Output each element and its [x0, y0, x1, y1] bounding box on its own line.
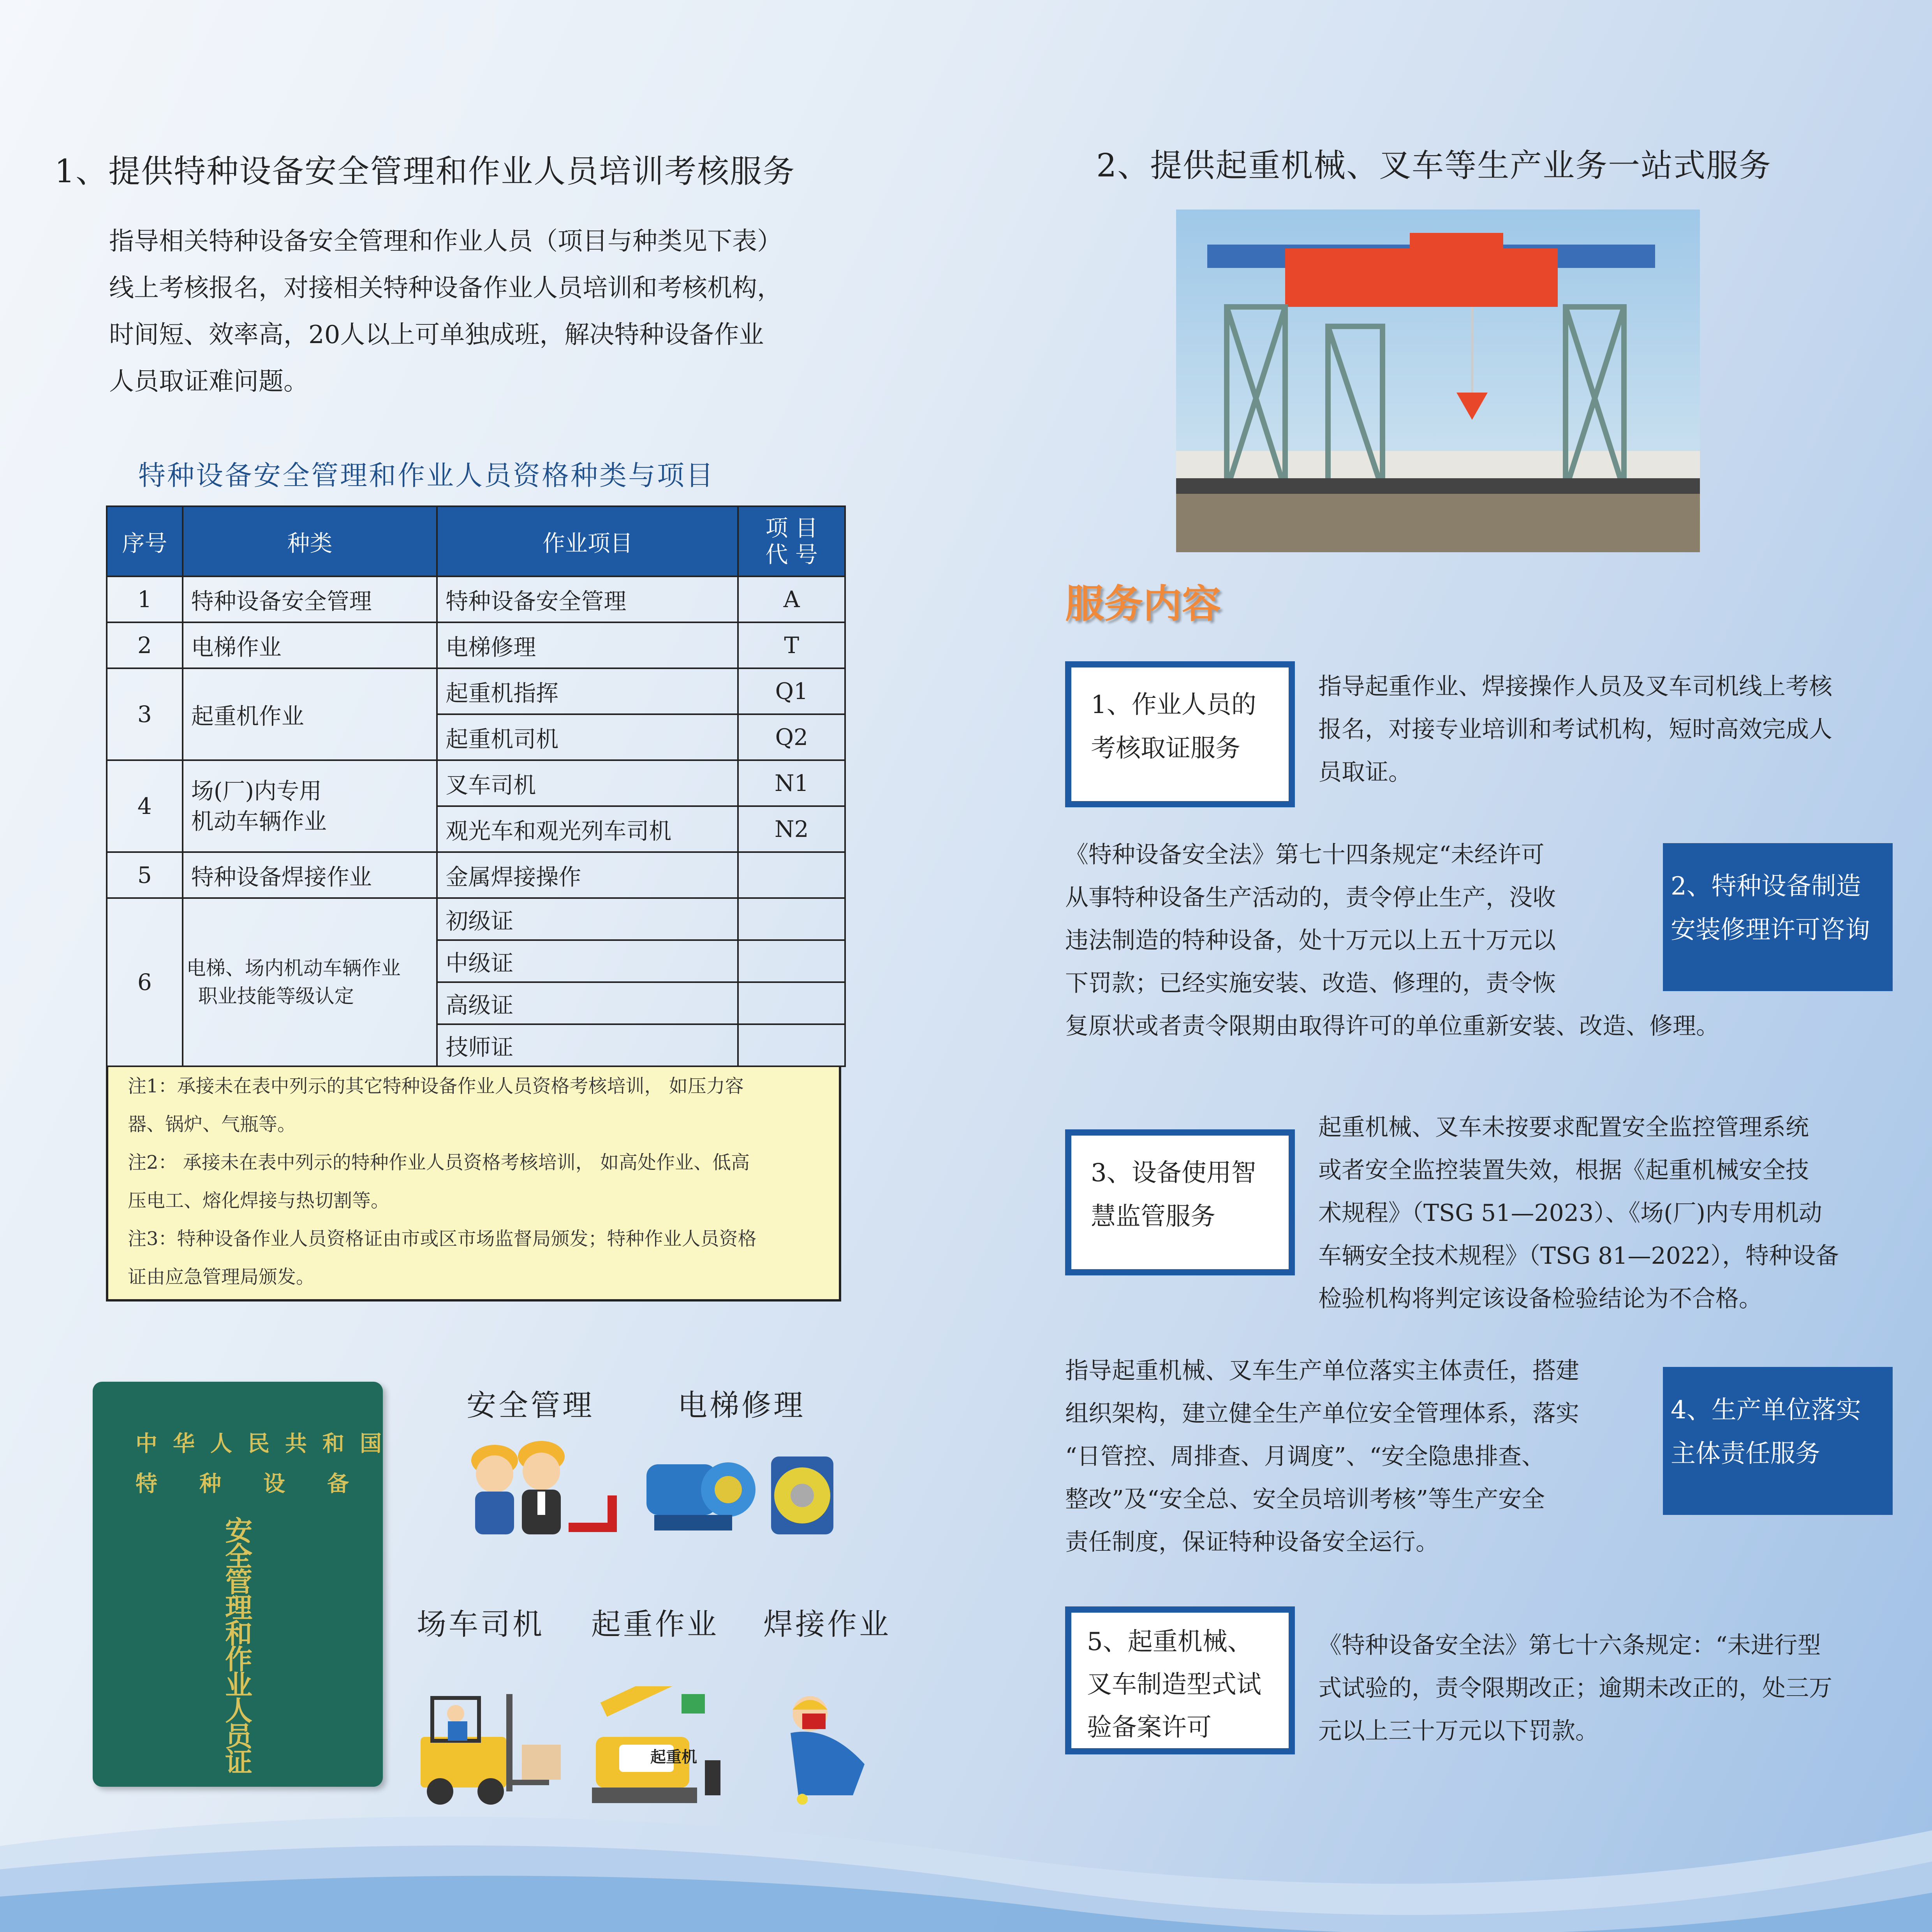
label-safety-management: 安全管理: [467, 1388, 594, 1423]
service-4-line: 指导起重机械、叉车生产单位落实主体责任，搭建: [1065, 1357, 1579, 1384]
table-row: [107, 852, 845, 898]
cell-item: 金属焊接操作: [437, 852, 738, 898]
intro-line: 时间短、效率高，20人以上可单独成班，解决特种设备作业: [109, 321, 764, 349]
service-5-line: 《特种设备安全法》第七十六条规定：“未进行型: [1318, 1632, 1821, 1659]
cell-code: N1: [738, 760, 845, 806]
service-4-line: 责任制度，保证特种设备安全运行。: [1065, 1529, 1439, 1556]
service-5-text: [1318, 1624, 1914, 1752]
cell-code: A: [738, 576, 845, 622]
service-1-line: 报名，对接专业培训和考试机构，短时高效完成人: [1318, 716, 1832, 743]
service-1-box-line: 考核取证服务: [1091, 734, 1240, 763]
intro-paragraph: [109, 218, 868, 405]
cell-code: [738, 982, 845, 1024]
bottom-wave-decoration: [0, 1768, 1932, 1932]
right-heading: 2、提供起重机械、叉车等生产业务一站式服务: [1096, 147, 1772, 184]
cell-kind: 起重机作业: [183, 668, 437, 760]
service-5-box-line: 5、起重机械、: [1087, 1627, 1252, 1656]
intro-line: 指导相关特种设备安全管理和作业人员（项目与种类见下表）: [109, 227, 782, 256]
cell-item: 初级证: [437, 898, 738, 940]
intro-line: 人员取证难问题。: [109, 367, 308, 396]
cell-item: 叉车司机: [437, 760, 738, 806]
service-3-box-line: 慧监管服务: [1091, 1202, 1215, 1231]
certificate-vertical-title: 安全管理和作业人员证: [225, 1515, 252, 1778]
header-code-line: 代 号: [765, 541, 818, 568]
service-2-line: 复原状或者责令限期由取得许可的单位重新安装、改造、修理。: [1065, 1013, 1719, 1040]
cell-no: 2: [107, 622, 183, 668]
service-2-box-line: 2、特种设备制造: [1671, 872, 1861, 901]
service-2-line: 从事特种设备生产活动的，责令停止生产，没收: [1065, 884, 1556, 911]
certificate-line1: 中华人民共和国: [136, 1431, 397, 1456]
service-4-line: 整改”及“安全总、安全员培训考核”等生产安全: [1065, 1486, 1545, 1513]
cell-item: 高级证: [437, 982, 738, 1024]
service-3-text: [1318, 1106, 1910, 1320]
note-line: 注2： 承接未在表中列示的特种作业人员资格考核培训， 如高处作业、低高: [128, 1152, 750, 1173]
service-4-text: [1065, 1349, 1673, 1564]
cell-kind: 特种设备安全管理: [183, 576, 437, 622]
note-line: 压电工、熔化焊接与热切割等。: [128, 1190, 390, 1212]
elevator-motor-icon: [639, 1441, 841, 1550]
table-title: 特种设备安全管理和作业人员资格种类与项目: [138, 460, 715, 491]
table-row: [107, 622, 845, 668]
cell-item: 观光车和观光列车司机: [437, 806, 738, 852]
label-elevator-repair: 电梯修理: [678, 1388, 805, 1423]
cell-no: 3: [107, 668, 183, 760]
cell-code: T: [738, 622, 845, 668]
certificate-line2: 特种设备: [136, 1471, 391, 1497]
service-3-line: 术规程》（TSG 51—2023）、《场(厂)内专用机动: [1318, 1199, 1822, 1227]
label-crane-operation: 起重作业: [591, 1607, 719, 1641]
table-row: [107, 668, 845, 714]
table-notes: [106, 1067, 841, 1302]
service-1-line: 指导起重作业、焊接操作人员及叉车司机线上考核: [1318, 673, 1832, 700]
cell-code: Q1: [738, 668, 845, 714]
cell-kind: 特种设备焊接作业: [183, 852, 437, 898]
cell-item: 电梯修理: [437, 622, 738, 668]
cell-no: 4: [107, 760, 183, 852]
service-4-line: 组织架构，建立健全生产单位安全管理体系，落实: [1065, 1400, 1579, 1427]
service-4-box-line: 主体责任服务: [1671, 1439, 1820, 1468]
service-1-text: [1318, 665, 1902, 794]
gantry-crane-photo: [1176, 210, 1700, 552]
table-row: [107, 576, 845, 622]
header-no: 序号: [107, 506, 183, 576]
cell-no: 1: [107, 576, 183, 622]
cell-code: [738, 940, 845, 982]
cell-item: 起重机司机: [437, 714, 738, 760]
service-2-line: 《特种设备安全法》第七十四条规定“未经许可: [1065, 841, 1545, 868]
service-2-box-line: 安装修理许可咨询: [1671, 916, 1870, 944]
cell-kind: [183, 898, 437, 1066]
cell-item: 特种设备安全管理: [437, 576, 738, 622]
service-2-box: [1663, 843, 1893, 991]
cell-kind-line: 场(厂)内专用: [191, 778, 322, 804]
label-welding-operation: 焊接作业: [763, 1607, 891, 1641]
cell-code: [738, 898, 845, 940]
service-3-line: 检验机构将判定该设备检验结论为不合格。: [1318, 1285, 1762, 1312]
header-code: [738, 506, 845, 576]
intro-line: 线上考核报名，对接相关特种设备作业人员培训和考核机构，: [109, 274, 782, 303]
service-1-box-line: 1、作业人员的: [1091, 690, 1256, 719]
cell-kind-line: 职业技能等级认定: [198, 985, 354, 1007]
cell-item: 起重机指挥: [437, 668, 738, 714]
cell-kind: 电梯作业: [183, 622, 437, 668]
note-line: 证由应急管理局颁发。: [128, 1266, 315, 1288]
left-heading: 1、提供特种设备安全管理和作业人员培训考核服务: [55, 153, 796, 190]
header-code-line: 项 目: [765, 515, 818, 541]
cell-code: N2: [738, 806, 845, 852]
header-kind: 种类: [183, 506, 437, 576]
cell-kind: [183, 760, 437, 852]
cell-kind-line: 机动车辆作业: [191, 808, 327, 835]
service-1-box: [1065, 661, 1295, 807]
header-item: 作业项目: [437, 506, 738, 576]
cell-item: 中级证: [437, 940, 738, 982]
safety-managers-icon: [460, 1433, 623, 1550]
service-4-box: [1663, 1367, 1893, 1515]
cell-item: 技师证: [437, 1024, 738, 1066]
service-5-box-line: 验备案许可: [1087, 1713, 1212, 1742]
service-3-box: [1065, 1129, 1295, 1275]
service-5-line: 式试验的，责令限期改正；逾期未改正的，处三万: [1318, 1675, 1832, 1702]
service-2-text: [1065, 833, 1719, 1048]
service-3-line: 车辆安全技术规程》（TSG 81—2022），特种设备: [1318, 1242, 1839, 1270]
table-header-row: [107, 506, 845, 576]
service-4-box-line: 4、生产单位落实: [1671, 1396, 1861, 1425]
service-3-line: 起重机械、叉车未按要求配置安全监控管理系统: [1318, 1114, 1809, 1141]
label-forklift-driver: 场车司机: [417, 1607, 544, 1641]
note-line: 注1：承接未在表中列示的其它特种设备作业人员资格考核培训， 如压力容: [128, 1075, 744, 1097]
service-5-line: 元以上三十万元以下罚款。: [1318, 1717, 1599, 1745]
cell-code: [738, 852, 845, 898]
service-5-box: [1065, 1606, 1295, 1754]
service-content-title: 服务内容: [1065, 581, 1221, 627]
cell-kind-line: 电梯、场内机动车辆作业: [186, 957, 401, 979]
crane-tag: 起重机: [650, 1748, 697, 1766]
service-4-line: “日管控、周排查、月调度”、“安全隐患排查、: [1065, 1443, 1545, 1470]
note-line: 器、锅炉、气瓶等。: [128, 1113, 296, 1135]
service-3-box-line: 3、设备使用智: [1091, 1159, 1256, 1187]
table-row: [107, 760, 845, 806]
cell-code: [738, 1024, 845, 1066]
table-row: [107, 898, 845, 940]
service-2-line: 下罚款；已经实施安装、改造、修理的，责令恢: [1065, 970, 1556, 997]
cell-no: 5: [107, 852, 183, 898]
cell-no: 6: [107, 898, 183, 1066]
service-1-line: 员取证。: [1318, 759, 1412, 786]
service-5-box-line: 叉车制造型式试: [1087, 1670, 1261, 1699]
certificate-cover: [93, 1382, 397, 1787]
service-2-line: 违法制造的特种设备，处十万元以上五十万元以: [1065, 927, 1556, 954]
cell-code: Q2: [738, 714, 845, 760]
service-3-line: 或者安全监控装置失效，根据《起重机械安全技: [1318, 1157, 1809, 1184]
qualification-table: [106, 505, 846, 1302]
note-line: 注3：特种设备作业人员资格证由市或区市场监督局颁发；特种作业人员资格: [128, 1228, 757, 1250]
